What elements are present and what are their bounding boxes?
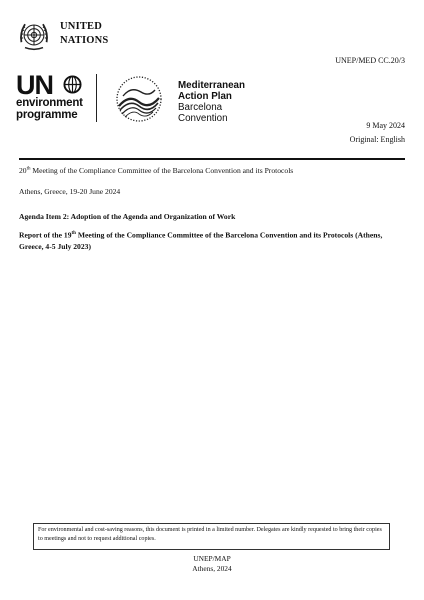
map-wave-emblem-icon	[107, 72, 171, 126]
footer-line2: Athens, 2024	[192, 564, 232, 573]
meeting-number-suffix: th	[26, 166, 31, 172]
organization-name-line1: UNITED	[60, 21, 103, 32]
document-symbol: UNEP/MED CC.20/3	[335, 56, 405, 65]
map-logo-line4: Convention	[178, 113, 228, 124]
report-title-suffix: th	[71, 231, 76, 236]
unep-logo-text	[16, 97, 83, 121]
report-title	[19, 228, 404, 252]
unep-logo-line2: programme	[16, 109, 78, 121]
document-date: 9 May 2024	[366, 121, 405, 130]
globe-icon	[63, 75, 82, 94]
logo-divider	[96, 74, 97, 122]
meeting-number: 20	[19, 166, 27, 175]
map-logo-text	[178, 80, 245, 124]
organization-name-line2: NATIONS	[60, 35, 109, 46]
footer-line1: UNEP/MAP	[193, 554, 231, 563]
header-rule	[19, 158, 405, 160]
map-logo-line2: Action Plan	[178, 91, 232, 102]
agenda-item: Agenda Item 2: Adoption of the Agenda and Organization of Work	[19, 212, 236, 221]
map-logo-line3: Barcelona	[178, 102, 223, 113]
meeting-title-text: Meeting of the Compliance Committee of the Barcelona Convention and its Protocols	[30, 166, 294, 175]
footer	[0, 554, 424, 574]
organization-name	[60, 20, 108, 48]
meeting-title	[19, 166, 293, 175]
map-logo-line1: Mediterranean	[178, 80, 245, 91]
unep-logo-un: UN	[16, 70, 53, 100]
printing-note: For environmental and cost-saving reasons, this document is printed in a limited number. Delegates are kindly requested to bring their copies to meetings and not to request additional copies.	[33, 523, 390, 550]
meeting-venue: Athens, Greece, 19-20 June 2024	[19, 187, 121, 196]
report-title-rest: Meeting of the Compliance Committee of the Barcelona Convention and its Protocols (Athens, Greece, 4-5 July 2023)	[19, 230, 383, 251]
unep-logo	[16, 72, 102, 128]
unep-logo-line1: environment	[16, 97, 83, 109]
un-emblem-icon	[16, 17, 52, 53]
report-title-prefix: Report of the 19	[19, 230, 72, 240]
original-language: Original: English	[349, 135, 405, 144]
